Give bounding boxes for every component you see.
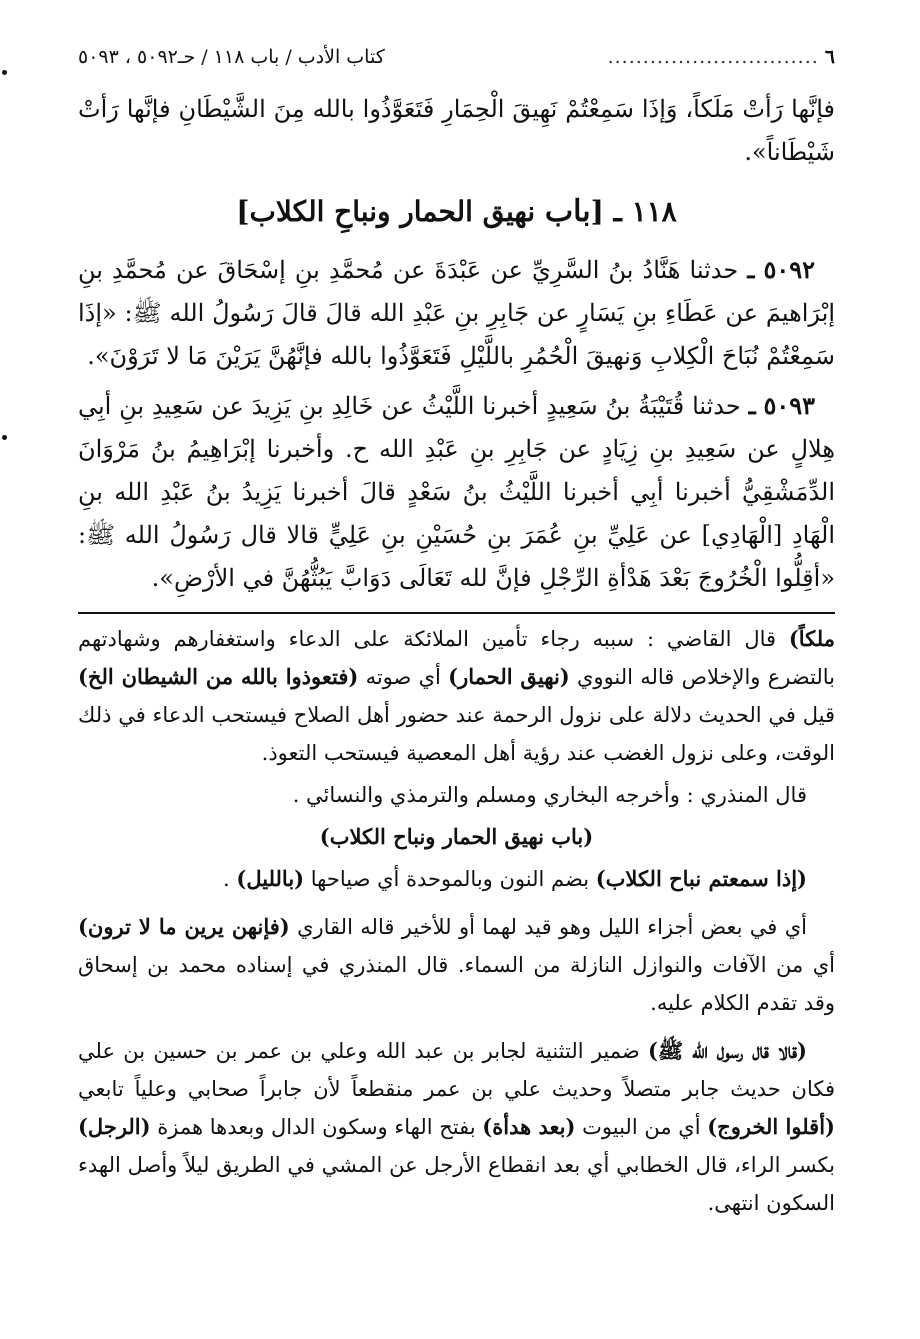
commentary-term: (إذا سمعتم نباح الكلاب) (595, 866, 807, 891)
commentary-text: أي من البيوت (575, 1115, 708, 1139)
leader-dots: .............................. (607, 46, 819, 68)
commentary-paragraph-1 (78, 620, 835, 772)
page-number: ٦ (824, 46, 835, 68)
commentary-text: قيل في الحديث دلالة على نزول الرحمة عند حضور أهل الصلاح فيستحب الدعاء في ذلك الوقت، وعلى نزول الغضب عند رؤية أهل المعصية فيستحب التعوذ. (78, 703, 835, 765)
chapter-heading (78, 190, 835, 234)
hadith-5092 (78, 248, 835, 378)
commentary-text: . (223, 867, 237, 891)
commentary-term: ملكاً) (788, 626, 835, 651)
hadith-text: حدثنا قُتَيْبَةُ بنُ سَعِيدٍ أخبرنا اللَّيْثُ عن خَالِدِ بنِ يَزِيدَ عن سَعِيدِ بنِ أبِي هِلالٍ عن سَعِيدِ بنِ زِيَادٍ عن جَابِرِ بنِ عَبْدِ الله ح. وأخبرنا إبْرَاهِيمُ بنُ مَرْوَانَ الدِّمَشْقِيُّ أخبرنا أبِي أخبرنا اللَّيْثُ بنُ سَعْدٍ قالَ أخبرنا يَزِيدُ بنُ عَبْدِ الله بنِ الْهَادِ [الْهَادِي] عن عَلِيِّ بنِ عُمَرَ بنِ حُسَيْنِ بنِ عَلِيٍّ قالا قال رَسُولُ الله ﷺ: «أقِلُّوا الْخُرُوجَ بَعْدَ هَدْأةِ الرِّجْلِ فإنَّ لله تَعَالَى دَوَابَّ يَبُثُّهُنَّ في الأرْضِ». (78, 392, 835, 592)
document-page (78, 40, 835, 1222)
commentary-term: (بالليل) (236, 866, 305, 891)
commentary-text: قال القاضي : سببه رجاء تأمين الملائكة على الدعاء واستغفارهم وشهادتهم بالتضرع والإخلاص قاله النووي (78, 627, 835, 689)
spacer (78, 1022, 835, 1032)
commentary-paragraph-4 (78, 1032, 835, 1222)
intro-paragraph: فإنَّها رَأتْ مَلَكاً، وَإذَا سَمِعْتُمْ نَهِيقَ الْحِمَارِ فَتَعَوَّذُوا بالله مِنَ الشَّيْطَانِ فإنَّها رَأتْ شَيْطَاناً». (78, 95, 835, 166)
spacer (78, 898, 835, 908)
commentary-term: (بعد هدأة) (482, 1114, 576, 1139)
margin-mark-top (2, 70, 7, 75)
commentary-text: ضمير التثنية لجابر بن عبد الله وعلي بن عمر بن حسين بن علي فكان حديث جابر متصلاً وحديث علي بن عمر منقطعاً لأن جابراً صحابي وعلياً تابعي (78, 1039, 835, 1101)
margin-mark-middle (2, 435, 7, 440)
commentary-paragraph-3 (78, 908, 835, 1022)
commentary-paragraph-2 (78, 860, 835, 898)
commentary-text: بفتح الهاء وسكون الدال وبعدها همزة (150, 1115, 483, 1139)
commentary-term: (قالا قال رسول الله ﷺ) (647, 1038, 807, 1063)
hadith-dash: ـ (748, 391, 756, 420)
commentary-section (78, 620, 835, 1222)
commentary-text: بكسر الراء، قال الخطابي أي بعد انقطاع الأرجل عن المشي في الطريق ليلاً وأصل الهدء السكون انتهى. (78, 1153, 835, 1215)
header-title: كتاب الأدب / باب ١١٨ / حـ٥٠٩٢ ، ٥٠٩٣ (78, 46, 385, 68)
chapter-dash: ـ (613, 195, 622, 228)
hadith-5093 (78, 384, 835, 600)
header-right (608, 40, 835, 74)
mundhiri-note: قال المنذري : وأخرجه البخاري ومسلم والترمذي والنسائي . (292, 783, 807, 807)
footnote-divider (78, 612, 835, 614)
chapter-number: ١١٨ (631, 195, 677, 228)
chapter-open-bracket: [ (590, 195, 604, 228)
commentary-bab-heading: (باب نهيق الحمار ونباح الكلاب) (319, 824, 594, 849)
commentary-text: أي صوته (358, 665, 449, 689)
commentary-term: (نهيق الحمار) (448, 664, 570, 689)
commentary-text: بضم النون وبالموحدة أي صياحها (304, 867, 596, 891)
commentary-term: (فإنهن يرين ما لا ترون) (78, 914, 290, 939)
commentary-term: (الرجل) (78, 1114, 151, 1139)
hadith-number: ٥٠٩٣ (763, 391, 815, 420)
chapter-close-bracket: ] (236, 195, 250, 228)
commentary-text: أي من الآفات والنوازل النازلة من السماء. قال المنذري في إسناده محمد بن إسحاق وقد تقدم الكلام عليه. (78, 953, 835, 1015)
commentary-term: (أقلوا الخروج) (707, 1114, 835, 1139)
chapter-title-text: نهيق الحمار ونباحِ الكلاب (249, 195, 536, 228)
running-header (78, 40, 835, 74)
commentary-text: أي في بعض أجزاء الليل وهو قيد لهما أو للأخير قاله القاري (289, 915, 807, 939)
chapter-bab-word: باب (544, 194, 591, 229)
hadith-text: حدثنا هَنَّادُ بنُ السَّرِيِّ عن عَبْدَةَ عن مُحمَّدِ بنِ إسْحَاقَ عن مُحمَّدِ بنِ إبْرَاهيمَ عن عَطَاءِ بنِ يَسَارٍ عن جَابِرِ بنِ عَبْدِ الله قالَ قالَ رَسُولُ الله ﷺ: «إذَا سَمِعْتُمْ نُبَاحَ الْكِلابِ وَنهيقَ الْحُمُرِ باللَّيْلِ فَتَعَوَّذُوا بالله فإنَّهُنَّ يَرَيْنَ مَا لا تَرَوْنَ». (78, 256, 835, 370)
hadith-dash: ـ (747, 255, 755, 284)
hadith-number: ٥٠٩٢ (763, 255, 815, 284)
commentary-term: (فتعوذوا بالله من الشيطان الخ) (78, 664, 359, 689)
